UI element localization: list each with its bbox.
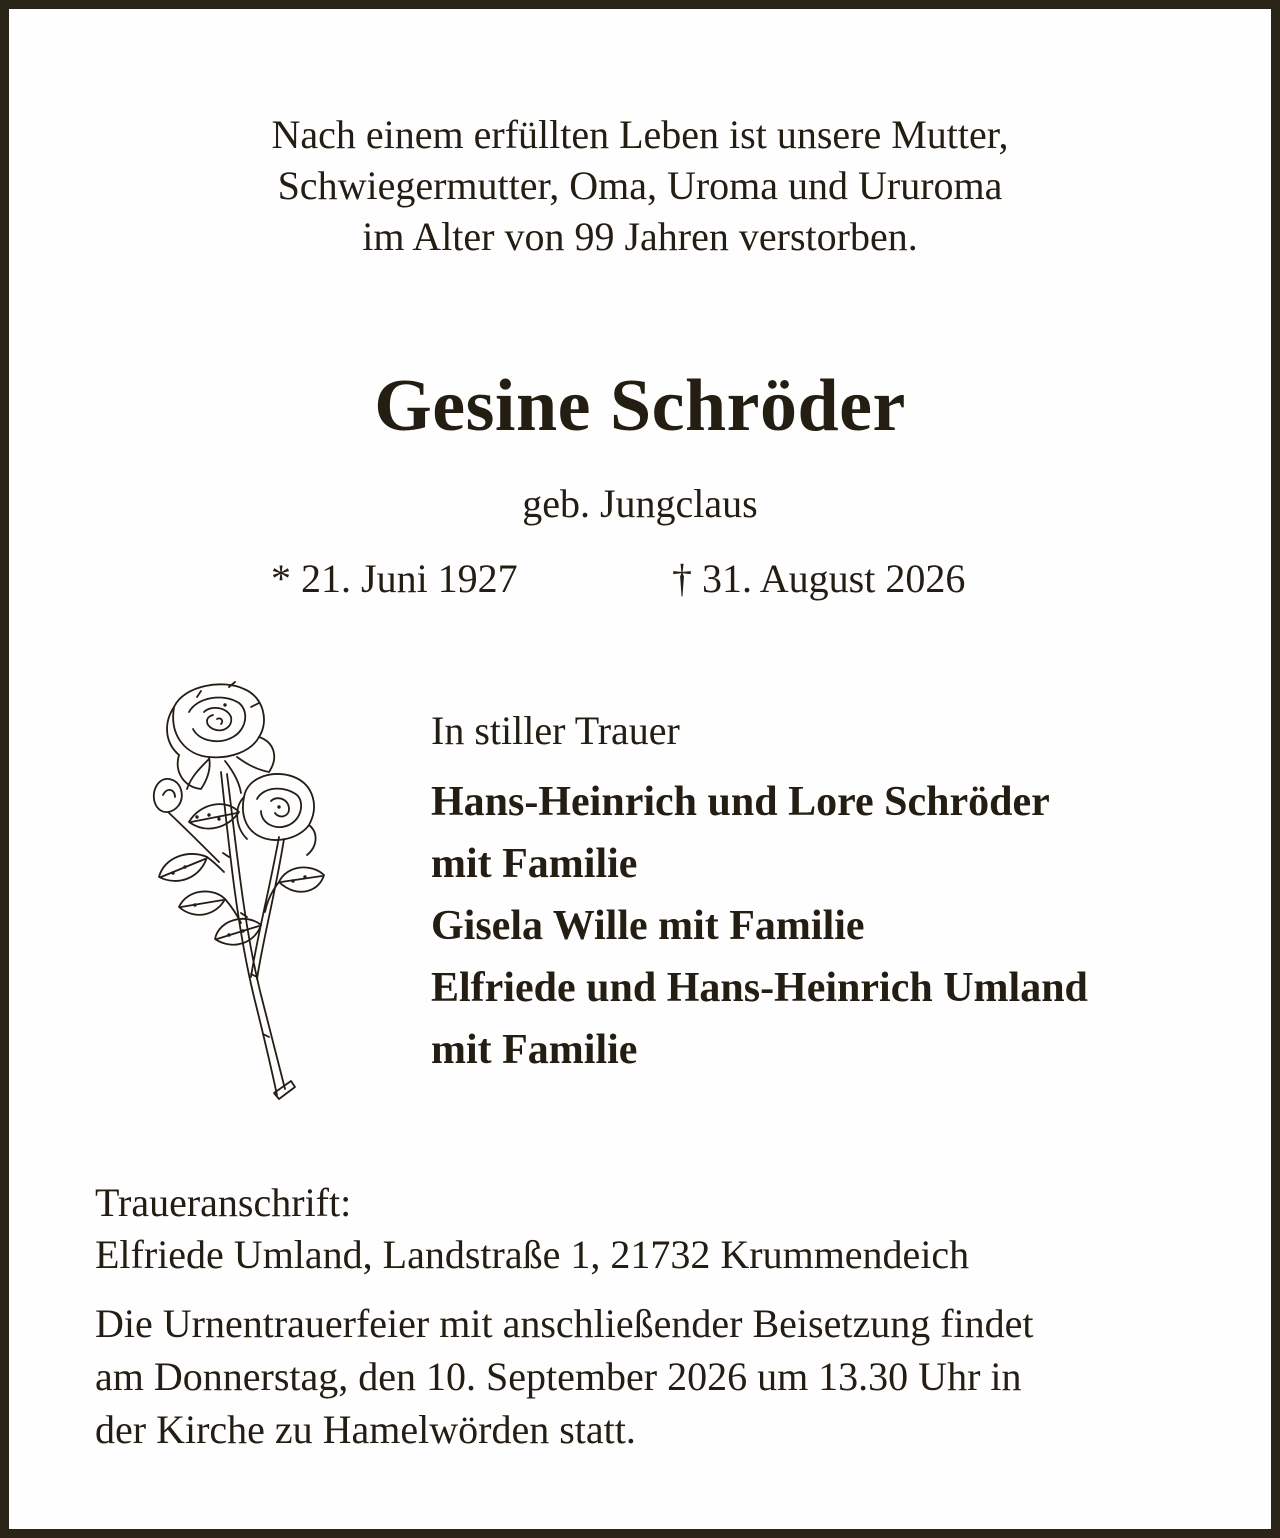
service-line: Die Urnentrauerfeier mit anschließender Beisetzung findet [95,1301,1034,1346]
mourner-line: Elfriede und Hans-Heinrich Umland [431,965,1088,1011]
mourner-line: Hans-Heinrich und Lore Schröder [431,779,1050,825]
service-line: der Kirche zu Hamelwörden statt. [95,1407,636,1452]
intro-text [9,109,1271,262]
death-date: † 31. August 2026 [672,556,966,601]
address-value: Elfriede Umland, Landstraße 1, 21732 Krummendeich [95,1232,970,1277]
service-line: am Donnerstag, den 10. September 2026 um 13.30 Uhr in [95,1354,1022,1399]
intro-line: Schwiegermutter, Oma, Uroma und Ururoma [277,163,1003,208]
rose-illustration [129,677,339,1107]
intro-line: im Alter von 99 Jahren verstorben. [362,214,918,259]
address-label: Traueranschrift: [95,1180,352,1225]
mourner-line: mit Familie [431,1027,638,1073]
deceased-name: Gesine Schröder [374,365,906,447]
maiden-name: geb. Jungclaus [522,481,758,526]
mourner-line: Gisela Wille mit Familie [431,903,865,949]
funeral-service-info [95,1297,1034,1456]
intro-line: Nach einem erfüllten Leben ist unsere Mutter, [271,112,1009,157]
mourners-list [431,771,1088,1081]
mourner-line: mit Familie [431,841,638,887]
birth-date: * 21. Juni 1927 [271,556,518,601]
mourning-intro: In stiller Trauer [431,708,680,753]
mourning-address [95,1177,969,1281]
